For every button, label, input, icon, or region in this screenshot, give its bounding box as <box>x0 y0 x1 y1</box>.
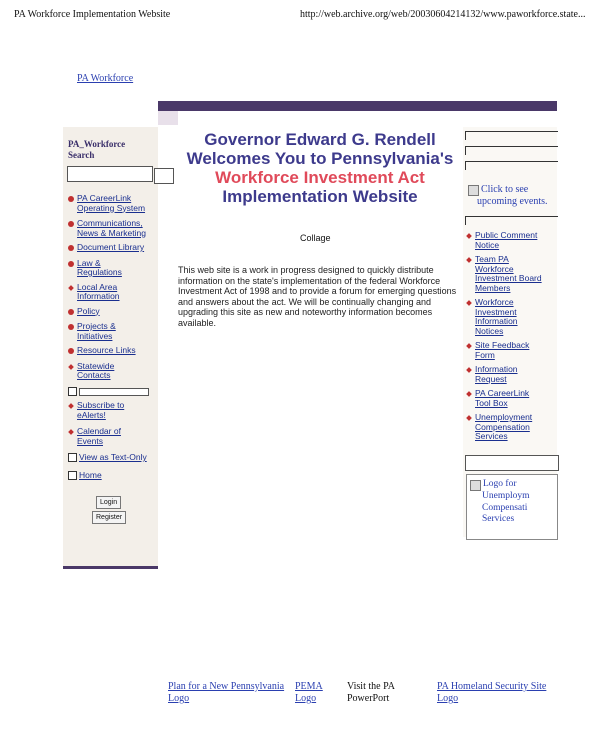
footer-visit-line1: Visit the PA <box>347 681 395 692</box>
nav-label: Local Area <box>77 281 118 292</box>
right-item-uc-services[interactable] <box>466 413 558 442</box>
nav-item-home[interactable] <box>68 471 158 481</box>
alerts-checkbox[interactable] <box>68 387 77 396</box>
nav-item-statewide-contacts[interactable] <box>68 362 160 381</box>
collage-image: Collage <box>300 233 331 243</box>
right-label: Team PA <box>475 254 509 264</box>
bullet-icon <box>68 403 74 409</box>
nav-item-document-library[interactable] <box>68 243 160 253</box>
home-checkbox[interactable] <box>68 471 77 480</box>
nav-label: Regulations <box>77 267 122 277</box>
nav-item-projects[interactable] <box>68 322 160 341</box>
right-label: Investment <box>475 306 517 317</box>
footer-homeland-line2: Logo <box>437 693 459 704</box>
bullet-icon <box>466 391 472 397</box>
page-title: PA Workforce Implementation Website <box>14 9 171 20</box>
footer-plan-line1: Plan for a New Pennsylvania <box>168 681 285 692</box>
headline-line2: Welcomes You to Pennsylvania's <box>186 149 454 168</box>
bullet-icon <box>68 245 74 251</box>
right-links <box>466 231 558 442</box>
right-label: Public Comment <box>475 230 538 240</box>
footer-homeland-link[interactable] <box>437 681 546 705</box>
nav-label: News & Marketing <box>77 227 146 238</box>
search-title-line1: PA_Workforce <box>68 139 126 149</box>
right-top-field <box>465 146 558 155</box>
right-top-field <box>465 131 558 140</box>
right-label: Unemployment <box>475 412 533 422</box>
nav-label: Resource Links <box>77 345 136 355</box>
nav-label: eAlerts! <box>77 409 106 420</box>
left-nav <box>68 194 160 386</box>
nav-item-calendar[interactable] <box>68 427 158 446</box>
image-placeholder-icon <box>470 480 481 491</box>
left-sidebar-footer-bar <box>63 566 158 569</box>
intro-paragraph: This web site is a work in progress designed to quickly distribute information on the state's implementation of the federal Workforce Investment Act of 1998 and to provide a forum for emerging questions and answers about the act. We will be continually changing and upgrading this site as new and noteworthy information becomes available. <box>178 265 457 328</box>
bullet-icon <box>68 324 74 330</box>
nav-label: Subscribe to <box>77 400 125 410</box>
nav-item-policy[interactable] <box>68 307 160 317</box>
nav-label: Initiatives <box>77 330 113 341</box>
right-label: Site Feedback <box>475 340 530 350</box>
footer-powerport[interactable] <box>347 681 395 705</box>
right-divider <box>465 216 558 225</box>
nav-label: Projects & <box>77 321 116 331</box>
image-placeholder-icon <box>468 185 479 196</box>
logo-line1: Logo for <box>483 479 517 489</box>
nav-label: Events <box>77 435 103 446</box>
bullet-icon <box>68 364 74 370</box>
right-label: Members <box>475 282 511 293</box>
right-label: Services <box>475 431 508 441</box>
nav-item-law[interactable] <box>68 259 160 278</box>
page-url: http://web.archive.org/web/20030604214132/www.paworkforce.state... <box>300 9 586 20</box>
nav-label: Communications, <box>77 218 143 228</box>
footer-plan-line2: Logo <box>168 693 190 704</box>
logo-line3: Compensati <box>482 502 528 513</box>
alerts-field-row <box>68 387 149 396</box>
right-field[interactable] <box>465 455 559 471</box>
right-label: Compensation <box>475 421 530 432</box>
banner-corner <box>158 111 178 125</box>
right-label: Form <box>475 349 495 360</box>
bullet-icon <box>466 233 472 239</box>
nav-label: Contacts <box>77 370 111 380</box>
nav-label: Document Library <box>77 242 145 252</box>
bullet-icon <box>68 285 74 291</box>
right-item-team-pa[interactable] <box>466 255 558 293</box>
footer-plan-link[interactable] <box>168 681 284 705</box>
right-item-info-request[interactable] <box>466 365 558 384</box>
events-line1: Click to see <box>481 184 529 195</box>
right-label: Workforce <box>475 263 514 274</box>
headline <box>180 130 460 206</box>
footer-pema-line1: PEMA <box>295 681 323 692</box>
right-label: Request <box>475 373 507 384</box>
logo-line4: Services <box>482 514 515 524</box>
right-item-public-comment[interactable] <box>466 231 558 250</box>
nav-label: PA CareerLink <box>77 193 132 203</box>
bullet-icon <box>68 348 74 354</box>
bullet-icon <box>466 415 472 421</box>
right-item-toolbox[interactable] <box>466 389 558 408</box>
bullet-icon <box>466 257 472 263</box>
right-label: Information <box>475 364 518 374</box>
bullet-icon <box>68 261 74 267</box>
right-label: PA CareerLink <box>475 388 530 398</box>
nav-item-careerlink[interactable] <box>68 194 160 213</box>
uc-logo-box[interactable] <box>466 474 558 540</box>
right-label: Notices <box>475 325 504 336</box>
nav-item-communications[interactable] <box>68 219 160 238</box>
nav-label: Operating System <box>77 202 146 213</box>
nav-label: Statewide <box>77 360 115 371</box>
nav-item-eAlerts[interactable] <box>68 401 158 420</box>
right-label: Notice <box>475 239 500 250</box>
right-label: Workforce <box>475 297 514 307</box>
events-link[interactable] <box>468 184 558 208</box>
bullet-icon <box>466 343 472 349</box>
footer-homeland-line1: PA Homeland Security Site <box>437 681 547 692</box>
bullet-icon <box>466 300 472 306</box>
footer-visit-line2: PowerPort <box>347 693 390 704</box>
bullet-icon <box>68 309 74 315</box>
nav-label: Law & <box>77 257 101 268</box>
nav-label: View as Text-Only <box>79 452 147 462</box>
headline-line4: Implementation Website <box>222 187 418 206</box>
events-line2: upcoming events. <box>477 196 548 207</box>
nav-item-resource-links[interactable] <box>68 346 160 356</box>
right-top-field <box>465 161 558 170</box>
search-title-line2: Search <box>68 150 95 160</box>
nav-item-local-area[interactable] <box>68 283 160 302</box>
right-item-wia-notices[interactable] <box>466 298 558 336</box>
register-button[interactable]: Register <box>92 511 126 524</box>
right-label: Investment Board <box>475 273 542 283</box>
top-banner <box>158 101 557 111</box>
bullet-icon <box>68 221 74 227</box>
top-link-pa-workforce[interactable]: PA Workforce <box>77 73 134 84</box>
right-label: Tool Box <box>475 397 508 408</box>
bullet-icon <box>68 429 74 435</box>
footer-pema-link[interactable] <box>295 681 323 705</box>
left-nav-lower <box>68 401 158 480</box>
bullet-icon <box>68 196 74 202</box>
headline-line3: Workforce Investment Act <box>215 168 425 187</box>
footer-pema-line2: Logo <box>295 693 317 704</box>
right-item-feedback[interactable] <box>466 341 558 360</box>
search-input[interactable] <box>67 166 153 182</box>
nav-label: Information <box>77 291 120 301</box>
headline-line1: Governor Edward G. Rendell <box>204 130 436 149</box>
bullet-icon <box>466 367 472 373</box>
search-title <box>68 139 158 161</box>
text-only-checkbox[interactable] <box>68 453 77 462</box>
nav-label: Policy <box>77 305 100 316</box>
nav-label: Home <box>79 469 102 480</box>
nav-label: Calendar of <box>77 426 121 436</box>
alerts-email-input[interactable] <box>79 388 149 396</box>
logo-line2: Unemploym <box>482 491 530 501</box>
right-label: Information <box>475 316 518 326</box>
search-go-button[interactable] <box>154 168 174 184</box>
login-button[interactable]: Login <box>96 496 121 509</box>
nav-item-text-only[interactable] <box>68 453 158 463</box>
